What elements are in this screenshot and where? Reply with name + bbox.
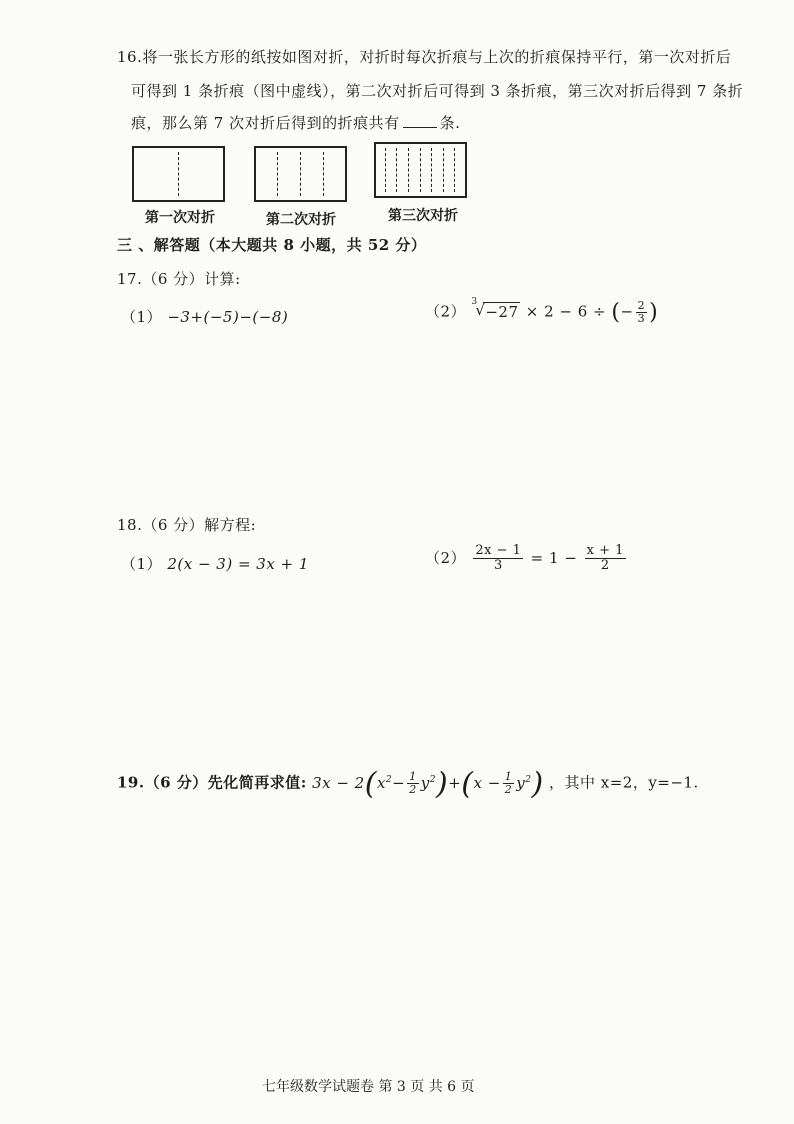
crease-line <box>385 148 386 192</box>
crease-line <box>178 152 179 196</box>
fraction-rhs <box>585 544 626 574</box>
exponent: 2 <box>429 774 436 785</box>
q19-expr <box>312 766 549 801</box>
fraction <box>636 300 648 325</box>
exponent: 2 <box>385 774 393 785</box>
q18-part1-label: （1） <box>121 555 163 573</box>
crease-line <box>408 148 409 192</box>
expr-term: y <box>420 773 430 792</box>
answer-blank[interactable] <box>403 126 437 128</box>
numerator: 1 <box>409 769 417 783</box>
expr-term: + <box>448 773 462 792</box>
crease-line <box>420 148 421 192</box>
denominator: 3 <box>637 312 646 326</box>
root-index: 3 <box>471 296 478 307</box>
numerator: 2x − 1 <box>475 543 522 558</box>
denominator: 2 <box>600 558 610 574</box>
q19 <box>117 766 699 801</box>
numerator: x + 1 <box>586 543 624 558</box>
radicand: −27 <box>485 302 519 321</box>
fold-figure-1 <box>132 146 225 202</box>
fraction-lhs <box>473 544 523 574</box>
q17-part2-label: （2） <box>425 302 467 321</box>
q17-part2-minus: − <box>620 302 634 321</box>
q16-line2: 可得到 1 条折痕（图中虚线），第二次对折后可得到 3 条折痕，第三次对折后得到 7 条折 <box>131 82 744 100</box>
left-paren: ( <box>461 766 474 801</box>
crease-line <box>431 148 432 192</box>
fraction-half <box>503 771 515 796</box>
q16-line1: 16.将一张长方形的纸按如图对折，对折时每次折痕与上次的折痕保持平行，第一次对折后 <box>117 48 732 66</box>
left-paren: ( <box>364 766 377 801</box>
crease-line <box>277 152 278 196</box>
cube-root <box>471 296 520 321</box>
q18-part2-mid: = 1 − <box>530 548 578 567</box>
right-paren: ) <box>531 766 544 801</box>
crease-line <box>454 148 455 192</box>
denominator: 2 <box>504 783 513 796</box>
expr-term: 3x − 2 <box>312 773 365 792</box>
q19-heading: 19.（6 分）先化简再求值: <box>117 773 307 792</box>
q16-line3-end: 条. <box>439 114 461 132</box>
numerator: 1 <box>504 769 513 783</box>
q17-part1-label: （1） <box>121 308 163 326</box>
fraction-half <box>407 771 419 796</box>
expr-term: x − <box>473 773 501 792</box>
q18-part2-label: （2） <box>425 548 467 567</box>
exponent: 2 <box>525 774 532 785</box>
expr-term: x <box>376 773 386 792</box>
q17-part1-expr: −3+(−5)−(−8) <box>167 308 289 326</box>
fold-figure-3 <box>374 142 467 198</box>
page-footer: 七年级数学试题卷 第 3 页 共 6 页 <box>262 1079 475 1095</box>
fold-caption-3: 第三次对折 <box>388 208 458 224</box>
section-title: 三 、解答题（本大题共 8 小题，共 52 分） <box>117 236 427 254</box>
q19-condition: ，其中 x=2，y=−1. <box>548 773 699 792</box>
q18-part2 <box>425 544 628 574</box>
fold-caption-1: 第一次对折 <box>145 210 215 226</box>
crease-line <box>300 152 301 196</box>
crease-line <box>323 152 324 196</box>
numerator: 2 <box>637 299 646 312</box>
radical-sign: √ <box>475 300 486 319</box>
denominator: 3 <box>493 558 503 574</box>
q18-part1 <box>121 553 309 574</box>
q16-line3-text: 痕，那么第 7 次对折后得到的折痕共有 <box>131 114 400 132</box>
q17-part2-rest: × 2 − 6 ÷ <box>525 302 607 321</box>
expr-term: − <box>392 773 406 792</box>
left-paren: ( <box>611 300 621 326</box>
fold-figure-2 <box>254 146 347 202</box>
crease-line <box>443 148 444 192</box>
crease-line <box>396 148 397 192</box>
right-paren: ) <box>649 300 659 326</box>
q18-part1-expr: 2(x − 3) = 3x + 1 <box>167 555 309 573</box>
q17-part2 <box>425 296 659 326</box>
right-paren: ) <box>435 766 449 801</box>
q17-part1 <box>121 306 288 327</box>
q17-heading: 17.（6 分）计算: <box>117 270 241 288</box>
expr-term: y <box>516 773 526 792</box>
q18-heading: 18.（6 分）解方程: <box>117 516 257 534</box>
denominator: 2 <box>409 783 417 796</box>
fold-caption-2: 第二次对折 <box>266 212 336 228</box>
q16-line3 <box>131 112 460 133</box>
